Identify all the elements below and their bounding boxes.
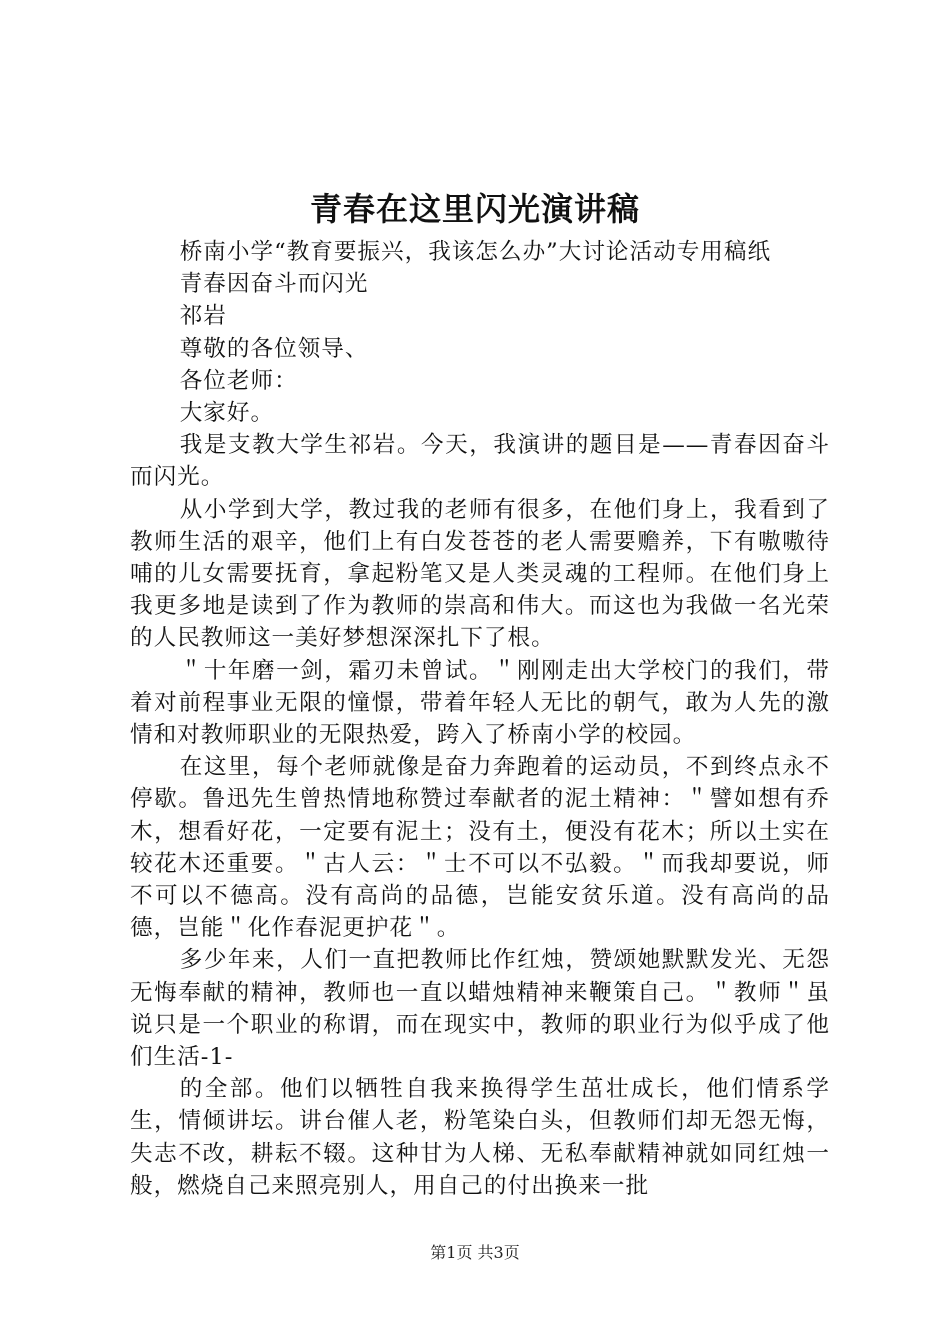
paragraph-body: 多少年来，人们一直把教师比作红烛，赞颂她默默发光、无怨无悔奉献的精神，教师也一直以蜡烛精神来鞭策自己。＂教师＂虽说只是一个职业的称谓，而在现实中，教师的职业行为似乎成了他们生活-1-	[130, 947, 830, 1071]
paragraph-introduction: 我是支教大学生祁岩。今天，我演讲的题目是——青春因奋斗而闪光。	[130, 432, 830, 491]
document-body	[130, 236, 830, 1202]
paragraph-speech-title: 青春因奋斗而闪光	[179, 271, 369, 298]
paragraph-greeting: 大家好。	[179, 400, 275, 427]
paragraph-body: 从小学到大学，教过我的老师有很多，在他们身上，我看到了教师生活的艰辛，他们上有白发苍苍的老人需要赡养，下有嗷嗷待哺的儿女需要抚育，拿起粉笔又是人类灵魂的工程师。在他们身上我更多地是读到了作为教师的崇高和伟大。而这也为我做一名光荣的人民教师这一美好梦想深深扎下了根。	[130, 496, 830, 652]
paragraph-salutation-leaders: 尊敬的各位领导、	[179, 335, 369, 362]
paragraph-body: ＂十年磨一剑，霜刃未曾试。＂刚刚走出大学校门的我们，带着对前程事业无限的憧憬，带着年轻人无比的朝气，敢为人先的激情和对教师职业的无限热爱，跨入了桥南小学的校园。	[130, 657, 830, 749]
paragraph-body: 在这里，每个老师就像是奋力奔跑着的运动员，不到终点永不停歇。鲁迅先生曾热情地称赞过奉献者的泥土精神：＂譬如想有乔木，想看好花，一定要有泥土；没有土，便没有花木；所以土实在较花木还重要。＂古人云：＂士不可以不弘毅。＂而我却要说，师不可以不德高。没有高尚的品德，岂能安贫乐道。没有高尚的品德，岂能＂化作春泥更护花＂。	[130, 754, 830, 942]
paragraph-letterhead: 桥南小学“教育要振兴，我该怎么办”大讨论活动专用稿纸	[179, 239, 772, 265]
paragraph-salutation-teachers: 各位老师：	[179, 367, 298, 394]
paragraph-author: 祁岩	[179, 303, 227, 330]
document-title: 青春在这里闪光演讲稿	[309, 190, 640, 228]
paragraph-body: 的全部。他们以牺牲自我来换得学生茁壮成长，他们情系学生，情倾讲坛。讲台催人老，粉笔染白头，但教师们却无怨无悔，失志不改，耕耘不辍。这种甘为人梯、无私奉献精神就如同红烛一般，燃烧自己来照亮别人，用自己的付出换来一批	[130, 1076, 830, 1199]
page-footer: 第1页 共3页	[430, 1243, 520, 1262]
